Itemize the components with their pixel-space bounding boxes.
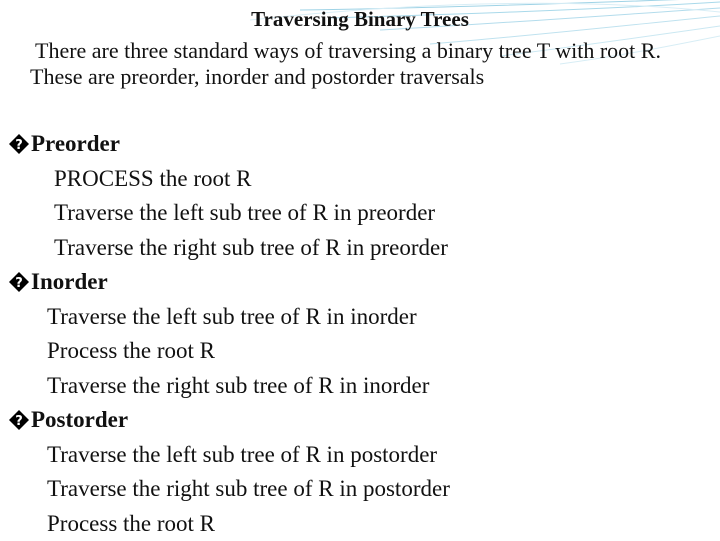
section-heading-postorder [0, 403, 720, 438]
svg-text:?: ? [15, 138, 23, 153]
section-heading-label: Preorder [31, 127, 120, 162]
step-item: Process the root R [0, 334, 720, 369]
traversal-sections [0, 127, 720, 541]
slide-title: Traversing Binary Trees [0, 5, 720, 33]
replacement-character-icon [8, 271, 30, 293]
section-heading-label: Inorder [31, 265, 108, 300]
svg-text:?: ? [15, 414, 23, 429]
replacement-character-icon [8, 133, 30, 155]
step-item: Traverse the right sub tree of R in inorder [0, 369, 720, 404]
step-item: PROCESS the root R [0, 162, 720, 197]
replacement-character-icon [8, 409, 30, 431]
step-item: Traverse the right sub tree of R in postorder [0, 472, 720, 507]
step-item: Traverse the left sub tree of R in inorder [0, 300, 720, 335]
intro-paragraph: There are three standard ways of traversing a binary tree T with root R. These are preorder, inorder and postorder traversals [30, 38, 700, 90]
step-item: Process the root R [0, 507, 720, 541]
section-heading-inorder [0, 265, 720, 300]
step-item: Traverse the right sub tree of R in preorder [0, 231, 720, 266]
step-item: Traverse the left sub tree of R in postorder [0, 438, 720, 473]
step-item: Traverse the left sub tree of R in preorder [0, 196, 720, 231]
section-heading-label: Postorder [31, 403, 128, 438]
svg-text:?: ? [15, 276, 23, 291]
section-heading-preorder [0, 127, 720, 162]
